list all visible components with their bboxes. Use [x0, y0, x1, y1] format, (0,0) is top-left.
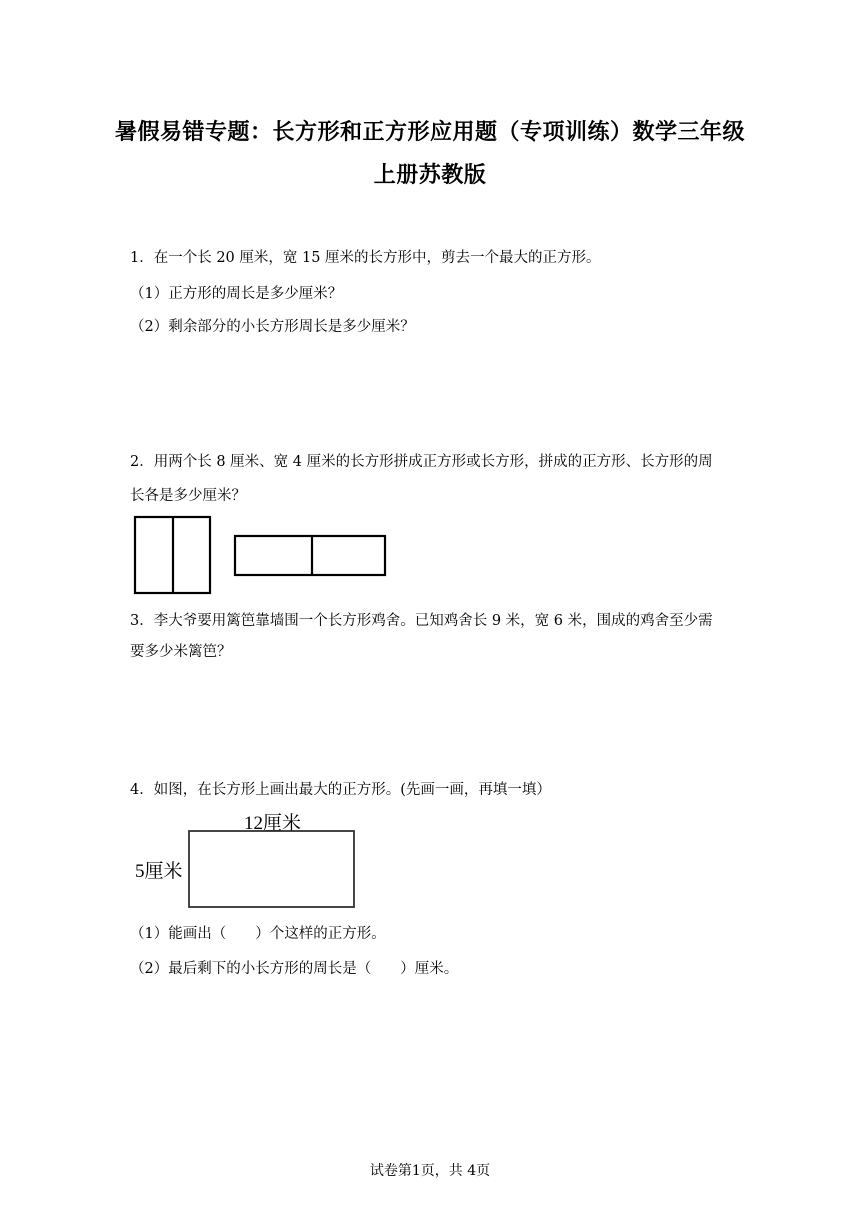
q1-sub2: （2）剩余部分的小长方形周长是多少厘米？ — [130, 319, 415, 335]
width-label: 5厘米 — [135, 861, 183, 882]
q3-stem-line1: 3．李大爷要用篱笆靠墙围一个长方形鸡舍。已知鸡舍长 9 米，宽 6 米，围成的鸡舍至少需 — [130, 613, 713, 629]
q1-sub1: （1）正方形的周长是多少厘米？ — [130, 286, 343, 302]
rectangle-outline — [235, 536, 385, 575]
q2-rectangles-figure — [130, 512, 392, 598]
q4-sub1: （1）能画出（ ）个这样的正方形。 — [130, 926, 386, 942]
q4-sub2: （2）最后剩下的小长方形的周长是（ ）厘米。 — [130, 961, 459, 977]
q4-stem: 4．如图，在长方形上画出最大的正方形。(先画一画，再填一填） — [130, 782, 551, 798]
rectangle-arrangement — [235, 536, 385, 575]
page-title-line2: 上册苏教版 — [373, 163, 487, 188]
q1-stem: 1．在一个长 20 厘米，宽 15 厘米的长方形中，剪去一个最大的正方形。 — [130, 250, 601, 266]
q4-rectangle-figure — [130, 806, 370, 914]
q4-rectangle-drawing — [130, 806, 370, 914]
q2-stem-line2: 长各是多少厘米？ — [130, 488, 246, 504]
length-label: 12厘米 — [244, 813, 302, 834]
q4-rectangle — [189, 831, 354, 907]
q3-stem-line2: 要多少米篱笆？ — [130, 644, 232, 660]
page-footer: 试卷第1页，共 4页 — [369, 1163, 491, 1179]
page-title-line1: 暑假易错专题：长方形和正方形应用题（专项训练）数学三年级 — [114, 120, 745, 145]
square-arrangement — [135, 517, 210, 593]
q2-stem-line1: 2．用两个长 8 厘米、宽 4 厘米的长方形拼成正方形或长方形，拼成的正方形、长方形的周 — [130, 454, 713, 470]
